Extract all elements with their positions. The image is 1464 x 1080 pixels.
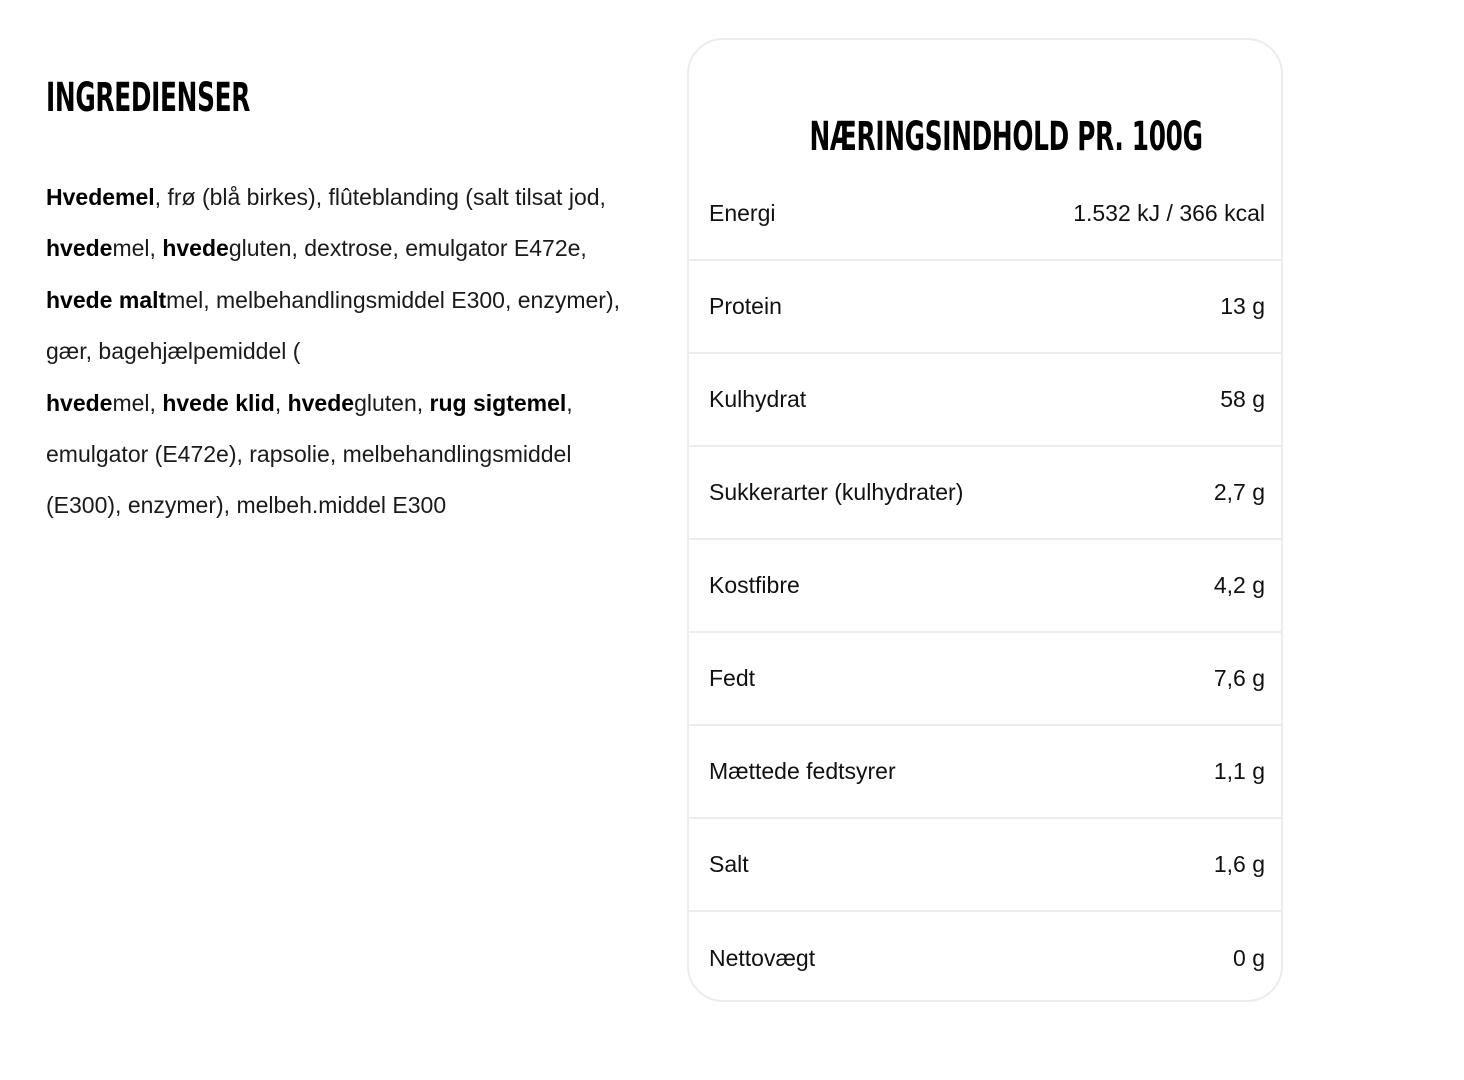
ingredients-section: [46, 72, 646, 555]
nutrition-row-fedt: [689, 633, 1283, 726]
nutrition-label: Sukkerarter (kulhydrater): [709, 479, 964, 505]
ingredient-allergen: hvede: [46, 389, 113, 416]
nutrition-card: [687, 38, 1283, 1002]
ingredient-allergen: hvede: [46, 235, 113, 262]
nutrition-value: 4,2 g: [1213, 572, 1265, 598]
nutrition-label: Kulhydrat: [709, 386, 807, 412]
ingredient-text: mel, melbehandlingsmiddel E300, enzymer), gær, bagehjælpemiddel (: [46, 286, 620, 365]
nutrition-row-kostfibre: [689, 540, 1283, 633]
nutrition-row-maettede-fedtsyrer: [689, 726, 1283, 819]
nutrition-row-sukkerarter: [689, 447, 1283, 540]
ingredients-heading: INGREDIENSER: [46, 75, 251, 121]
nutrition-table: [689, 168, 1283, 1002]
nutrition-row-protein: [689, 261, 1283, 354]
ingredient-text: gluten, dextrose, emulgator E472e,: [228, 235, 587, 262]
nutrition-label: Salt: [709, 851, 749, 877]
nutrition-label: Kostfibre: [709, 572, 800, 598]
nutrition-row-nettovaegt: [689, 912, 1283, 1002]
ingredient-allergen: rug sigtemel: [429, 389, 567, 416]
ingredient-text: , emulgator (E472e), rapsolie, melbehandlingsmiddel (E300), enzymer), melbeh.middel E300: [46, 389, 573, 519]
nutrition-label: Nettovægt: [709, 945, 816, 971]
ingredient-allergen: hvede: [162, 235, 229, 262]
nutrition-value: 7,6 g: [1213, 665, 1265, 691]
nutrition-value: 0 g: [1233, 945, 1265, 971]
nutrition-label: Protein: [709, 293, 782, 319]
ingredient-text: ,: [274, 389, 288, 416]
ingredient-text: , frø (blå birkes), flûteblanding (salt tilsat jod,: [154, 184, 606, 210]
nutrition-heading: [689, 109, 1283, 165]
nutrition-label: Energi: [709, 200, 776, 226]
nutrition-label: Mættede fedtsyrer: [709, 758, 896, 784]
nutrition-value: 2,7 g: [1213, 479, 1265, 505]
nutrition-value: 13 g: [1220, 293, 1265, 319]
nutrition-row-salt: [689, 819, 1283, 912]
nutrition-value: 1.532 kJ / 366 kcal: [1073, 200, 1265, 226]
ingredient-text: mel,: [112, 235, 163, 262]
nutrition-heading-text: NÆRINGSINDHOLD PR. 100G: [809, 114, 1203, 161]
nutrition-value: 1,1 g: [1213, 758, 1265, 784]
ingredient-text: mel,: [112, 389, 163, 416]
nutrition-label: Fedt: [709, 665, 756, 691]
ingredient-allergen: Hvedemel: [46, 184, 155, 210]
ingredient-allergen: hvede malt: [46, 286, 167, 313]
nutrition-value: 1,6 g: [1213, 851, 1265, 877]
ingredient-allergen: hvede: [287, 389, 355, 416]
nutrition-row-kulhydrat: [689, 354, 1283, 447]
ingredient-allergen: hvede klid: [162, 389, 275, 416]
nutrition-row-energi: [689, 168, 1283, 261]
nutrition-value: 58 g: [1220, 386, 1265, 412]
ingredient-text: gluten,: [354, 389, 430, 416]
ingredients-text: [46, 172, 646, 532]
